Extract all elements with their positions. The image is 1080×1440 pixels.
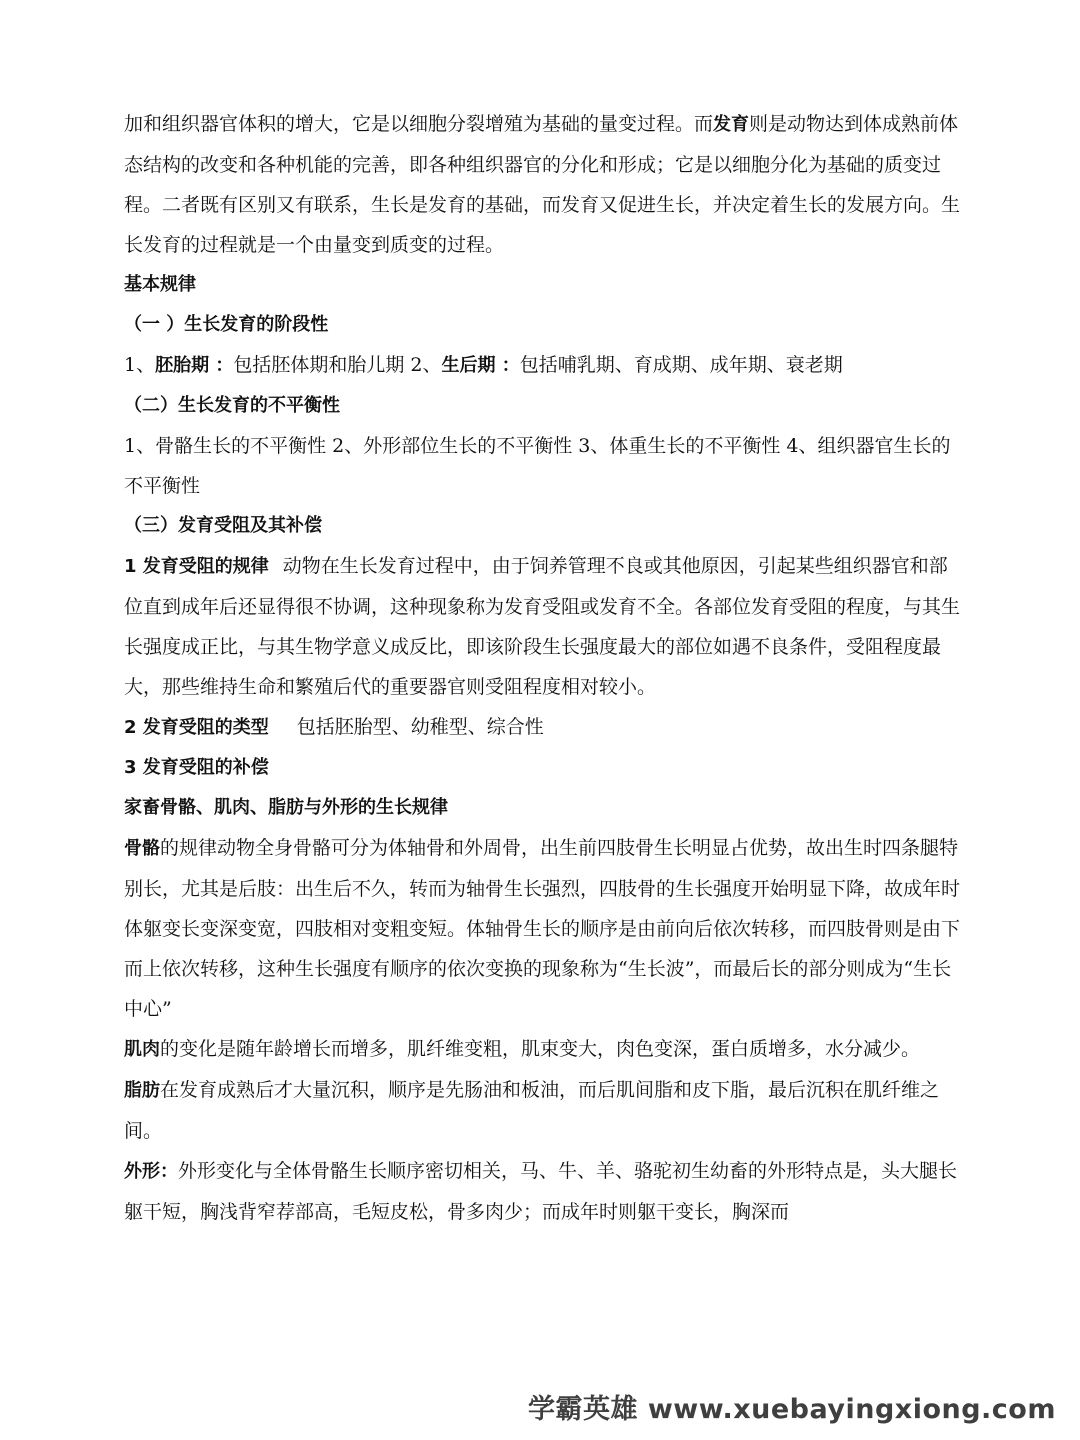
term-retardation-rule: 1 发育受阻的规律: [124, 556, 269, 577]
footer-watermark: 学霸英雄 www.xuebayingxiong.com: [527, 1394, 1056, 1425]
imbalance-paragraph: 1、骨骼生长的不平衡性 2、外形部位生长的不平衡性 3、体重生长的不平衡性 4、组织器官生长的不平衡性: [124, 435, 951, 497]
heading-imbalance: （二）生长发育的不平衡性: [124, 395, 340, 416]
intro-text-1: 加和组织器官体积的增大，它是以细胞分裂增殖为基础的量变过程。而: [124, 113, 714, 135]
muscle-text: 的变化是随年龄增长而增多，肌纤维变粗，肌束变大，肉色变深，蛋白质增多，水分减少。: [160, 1038, 921, 1060]
intro-text-2: 则是动物达到体成熟前体态结构的改变和各种机能的完善，即各种组织器官的分化和形成；它是以细胞分化为基础的质变过程。二者既有区别又有联系，生长是发育的基础，而发育又促进生长，并决定着生长的发展方向。生长发育的过程就是一个由量变到质变的过程。: [124, 113, 961, 256]
term-embryo-period: 胚胎期 ：: [155, 355, 234, 376]
stage-text-1: 包括胚体期和胎儿期 2、: [233, 354, 442, 376]
fat-text: 在发育成熟后才大量沉积，顺序是先肠油和板油，而后肌间脂和皮下脂，最后沉积在肌纤维之间。: [124, 1079, 940, 1142]
retardation-rule-text: 动物在生长发育过程中，由于饲养管理不良或其他原因，引起某些组织器官和部位直到成年后还显得很不协调，这种现象称为发育受阻或发育不全。各部位发育受阻的程度，与其生长强度成正比，与其生物学意义成反比，即该阶段生长强度最大的部位如遇不良条件，受阻程度最大，那些维持生命和繁殖后代的重要器官则受阻程度相对较小。: [124, 555, 961, 698]
stage-text-2: 包括哺乳期、育成期、成年期、衰老期: [519, 354, 843, 376]
stage-num-1: 1、: [124, 354, 156, 376]
shape-text: 外形变化与全体骨骼生长顺序密切相关，马、牛、羊、骆驼初生幼畜的外形特点是，头大腿长躯干短，胸浅背窄荐部高，毛短皮松，骨多肉少；而成年时则躯干变长，胸深而: [124, 1160, 958, 1223]
heading-retardation: （三）发育受阻及其补偿: [124, 515, 322, 536]
term-development: 发育: [713, 114, 750, 135]
shape-paragraph: [124, 1151, 964, 1232]
term-muscle: 肌肉: [124, 1039, 160, 1060]
retardation-type-paragraph: [124, 707, 964, 748]
term-retardation-type: 2 发育受阻的类型: [124, 717, 269, 738]
retardation-rule-paragraph: [124, 546, 964, 707]
term-fat: 脂肪: [124, 1080, 160, 1101]
retardation-type-text: 包括胚胎型、幼稚型、综合性: [296, 716, 544, 738]
bone-paragraph: [124, 828, 964, 1029]
heading-livestock-growth: 家畜骨骼、肌肉、脂肪与外形的生长规律: [124, 797, 448, 818]
intro-paragraph: [124, 104, 964, 265]
bone-text: 的规律动物全身骨骼可分为体轴骨和外周骨，出生前四肢骨生长明显占优势，故出生时四条腿特别长，尤其是后肢：出生后不久，转而为轴骨生长强烈，四肢骨的生长强度开始明显下降，故成年时体躯变长变深变宽，四肢相对变粗变短。体轴骨生长的顺序是由前向后依次转移，而四肢骨则是由下而上依次转移，这种生长强度有顺序的依次变换的现象称为“生长波”，而最后长的部分则成为“生长中心”: [124, 837, 961, 1020]
heading-stage: （一 ）生长发育的阶段性: [124, 314, 329, 335]
heading-basic-rules: 基本规律: [124, 274, 196, 295]
term-postnatal-period: 生后期 ：: [441, 355, 520, 376]
fat-paragraph: [124, 1070, 964, 1151]
term-shape: 外形：: [124, 1161, 178, 1182]
document-body: [124, 104, 964, 1232]
term-bone: 骨骼: [124, 838, 160, 859]
heading-retardation-compensation: 3 发育受阻的补偿: [124, 757, 269, 778]
muscle-paragraph: [124, 1029, 964, 1070]
stage-paragraph: [124, 345, 964, 386]
